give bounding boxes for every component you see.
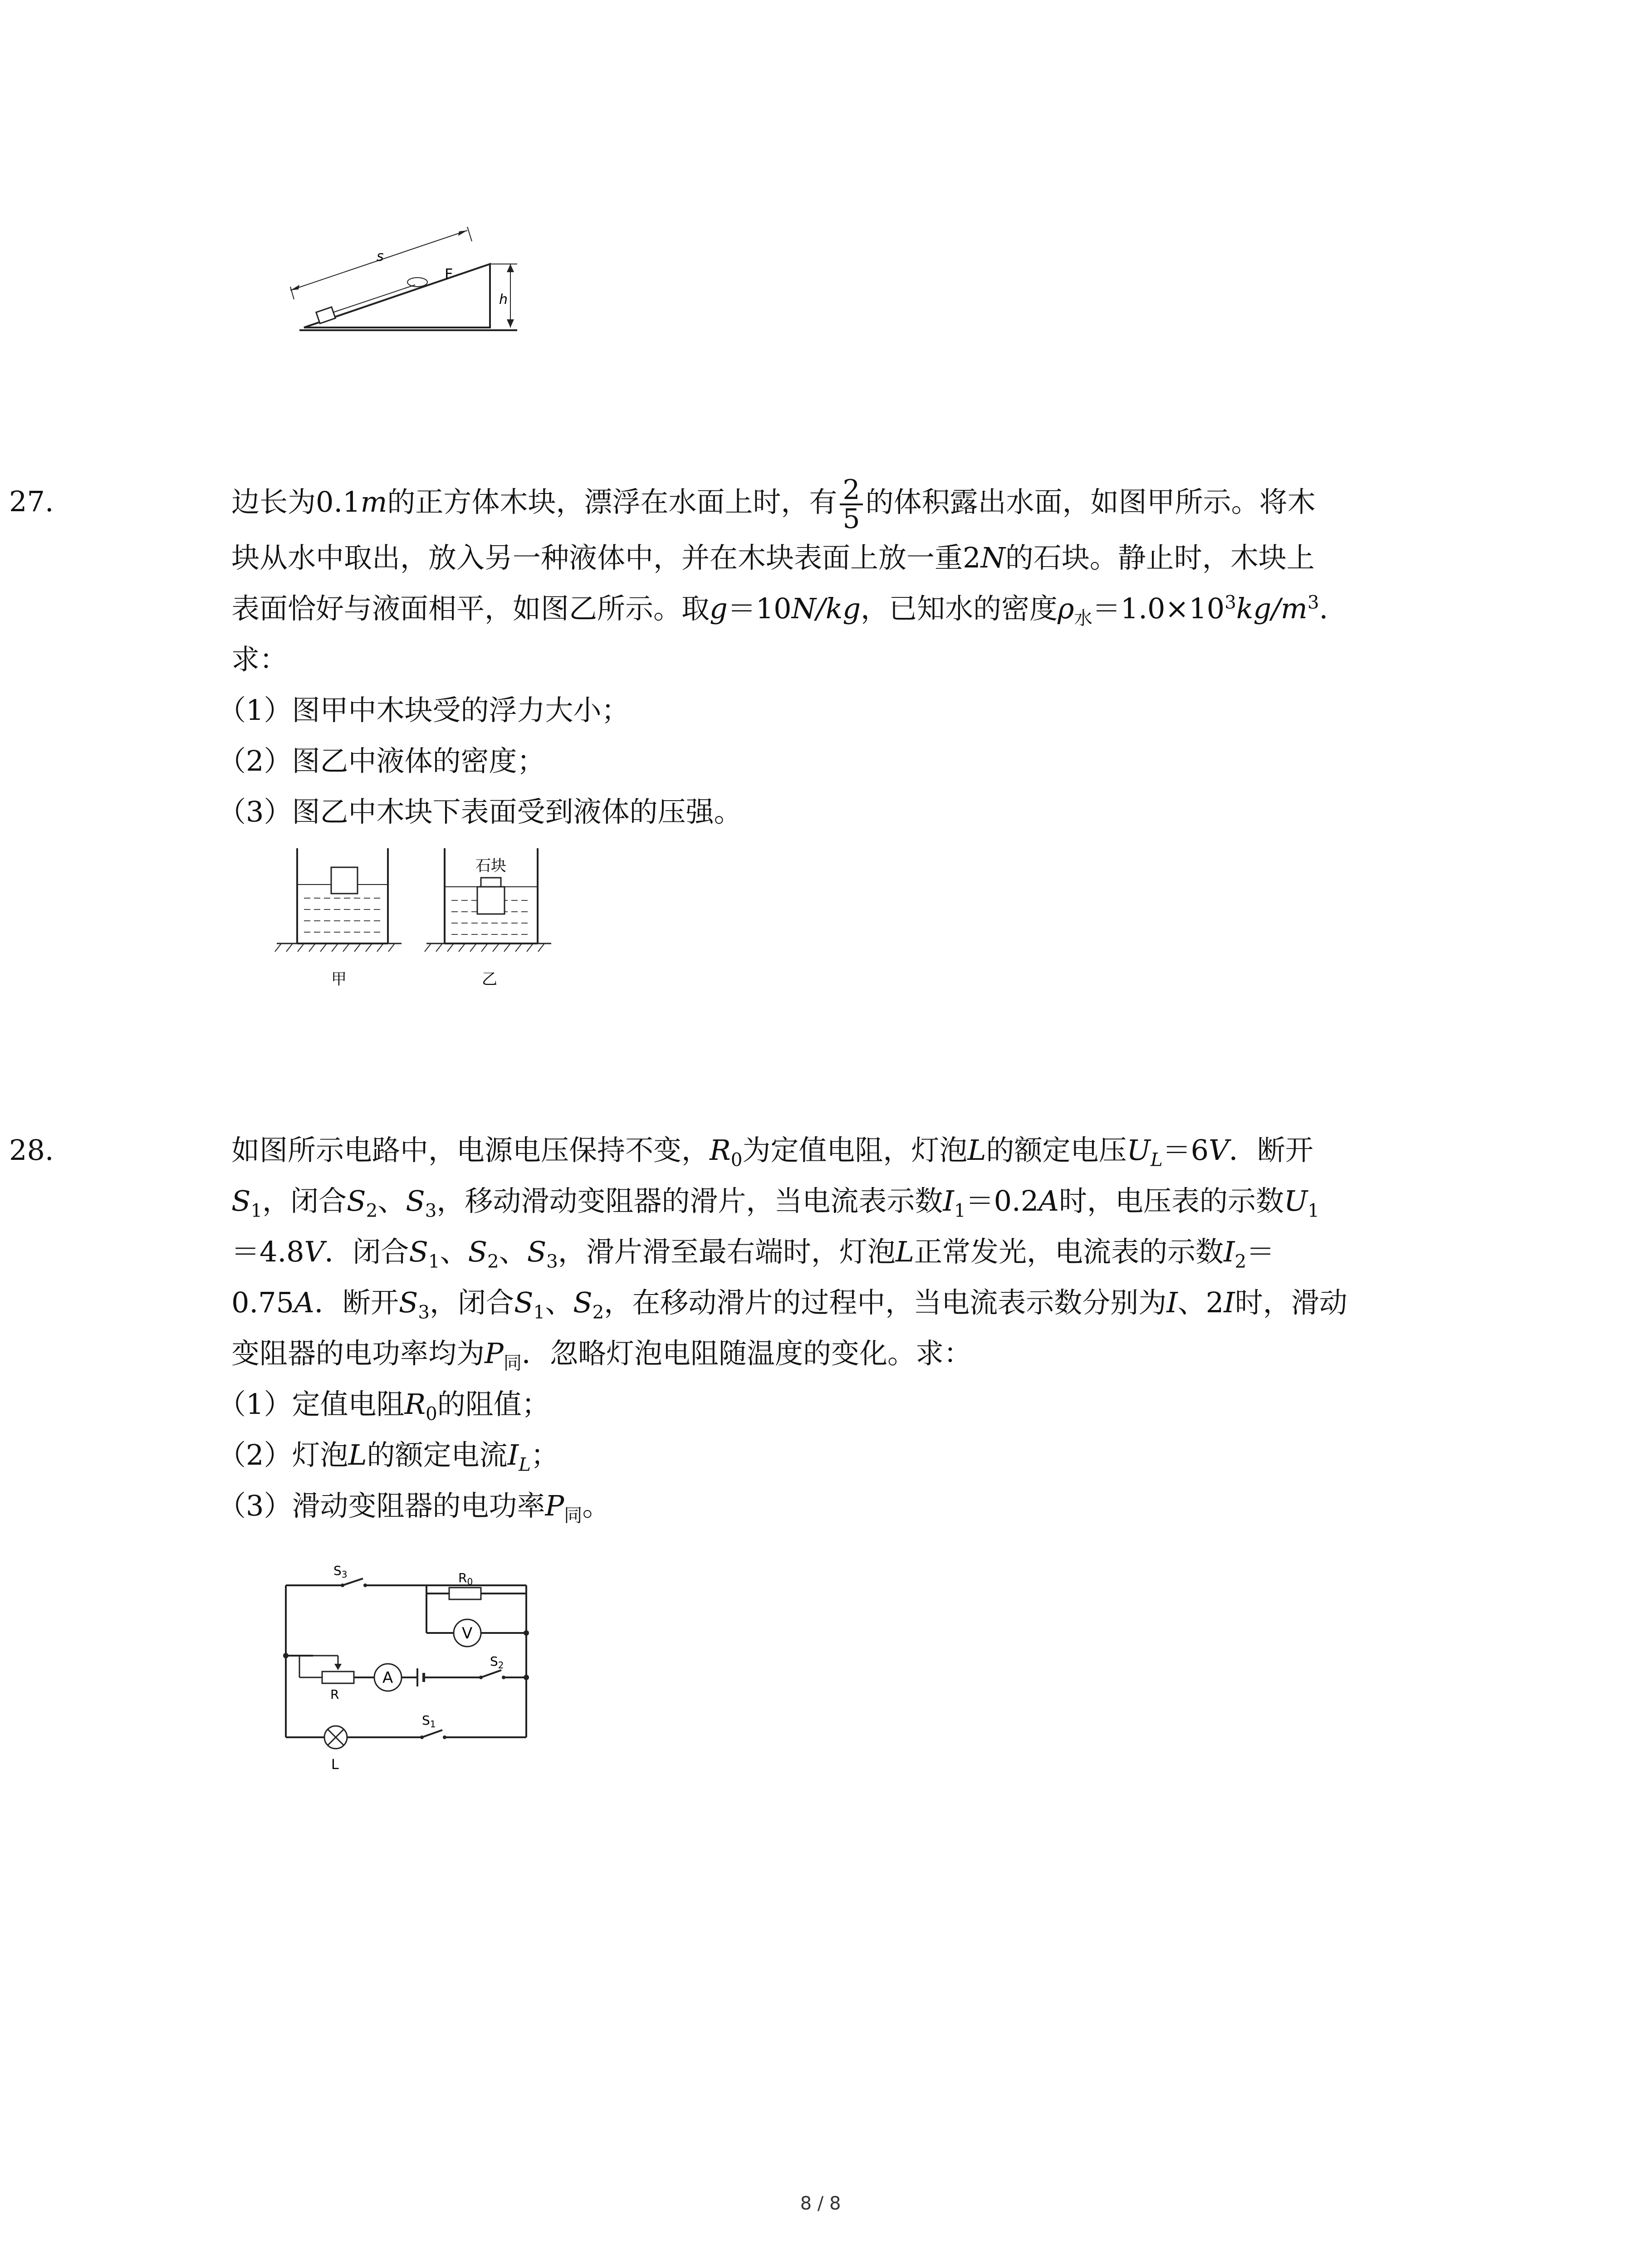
switch-S2 bbox=[481, 1670, 501, 1677]
page-number: 8 / 8 bbox=[800, 2193, 841, 2214]
q27-line-1: 边长为0.1m的正方体木块，漂浮在水面上时，有 $\frac{2}{5}$ 的体积露出水面，如图甲所示。将木 bbox=[231, 474, 1316, 535]
label-R0: $R_0$ bbox=[458, 1570, 473, 1587]
q27-sub-2: （2）图乙中液体的密度； bbox=[218, 744, 545, 777]
q28-sub-2: （2）灯泡L的额定电流$I_L$； bbox=[218, 1438, 559, 1476]
beaker-a bbox=[275, 848, 402, 988]
beaker-b bbox=[425, 848, 551, 988]
q28-line-2: $S_1$，闭合$S_2$、$S_3$，移动滑动变阻器的滑片，当电流表示数$I_1=0.2A$时，电压表的示数$U_1$ bbox=[231, 1184, 1319, 1222]
wood-block-b bbox=[477, 887, 505, 914]
stone-block bbox=[481, 878, 501, 887]
question-27-number: 27. bbox=[9, 485, 54, 518]
q27-sub-3: （3）图乙中木块下表面受到液体的压强。 bbox=[218, 795, 742, 828]
q28-sub-3: （3）滑动变阻器的电功率$P_同$。 bbox=[218, 1489, 611, 1526]
q28-line-3: ＝4.8V．闭合$S_1$、$S_2$、$S_3$，滑片滑至最右端时，灯泡L正常发光，电流表的示数$I_2=$ bbox=[231, 1235, 1275, 1272]
rheostat-R bbox=[322, 1672, 354, 1683]
label-h: h bbox=[499, 292, 508, 308]
label-S3: $S_3$ bbox=[333, 1565, 348, 1580]
label-F: F bbox=[445, 265, 453, 283]
question-28 bbox=[9, 1125, 1456, 1531]
q28-line-4: 0.75A．断开$S_3$，闭合$S_1$、$S_2$，在移动滑片的过程中，当电流表示数分别为I、2I时，滑动 bbox=[231, 1286, 1347, 1323]
q28-line-1: 如图所示电路中，电源电压保持不变，$R_0$为定值电阻，灯泡L的额定电压$U_L=6V$．断开 bbox=[231, 1134, 1313, 1171]
q27-sub-1: （1）图甲中木块受的浮力大小； bbox=[218, 694, 630, 727]
label-V: V bbox=[462, 1624, 473, 1642]
label-S2: $S_2$ bbox=[490, 1654, 504, 1671]
label-A: A bbox=[382, 1669, 393, 1687]
label-S1: $S_1$ bbox=[422, 1713, 436, 1730]
question-27 bbox=[9, 474, 1456, 837]
q27-line-4: 求： bbox=[231, 643, 288, 676]
label-a: 甲 bbox=[331, 970, 347, 988]
switch-S1 bbox=[422, 1730, 442, 1737]
beaker-figure bbox=[272, 835, 563, 1007]
block bbox=[316, 307, 336, 323]
label-R: R bbox=[330, 1687, 339, 1702]
q27-line-3: 表面恰好与液面相平，如图乙所示。取g＝10N/kg，已知水的密度$\rho_水=1.0\times 10^3kg/m^3$. bbox=[231, 591, 1328, 629]
label-s: s bbox=[377, 249, 384, 264]
circuit-figure bbox=[272, 1565, 554, 1792]
label-b: 乙 bbox=[482, 970, 497, 988]
wood-block-a bbox=[331, 867, 358, 894]
stone-label: 石块 bbox=[475, 857, 506, 875]
question-28-number: 28. bbox=[9, 1134, 54, 1167]
q28-line-5: 变阻器的电功率均为$P_同$．忽略灯泡电阻随温度的变化。求： bbox=[231, 1337, 972, 1374]
label-L: L bbox=[331, 1757, 339, 1773]
resistor-R0 bbox=[449, 1588, 481, 1599]
q27-line-2: 块从水中取出，放入另一种液体中，并在木块表面上放一重2N的石块。静止时，木块上 bbox=[231, 541, 1315, 574]
incline-figure bbox=[281, 213, 535, 340]
q28-sub-1: （1）定值电阻$R_0$的阻值； bbox=[218, 1388, 550, 1425]
fraction: $\frac{2}{5}$ bbox=[840, 476, 862, 533]
hand-icon bbox=[407, 278, 427, 287]
